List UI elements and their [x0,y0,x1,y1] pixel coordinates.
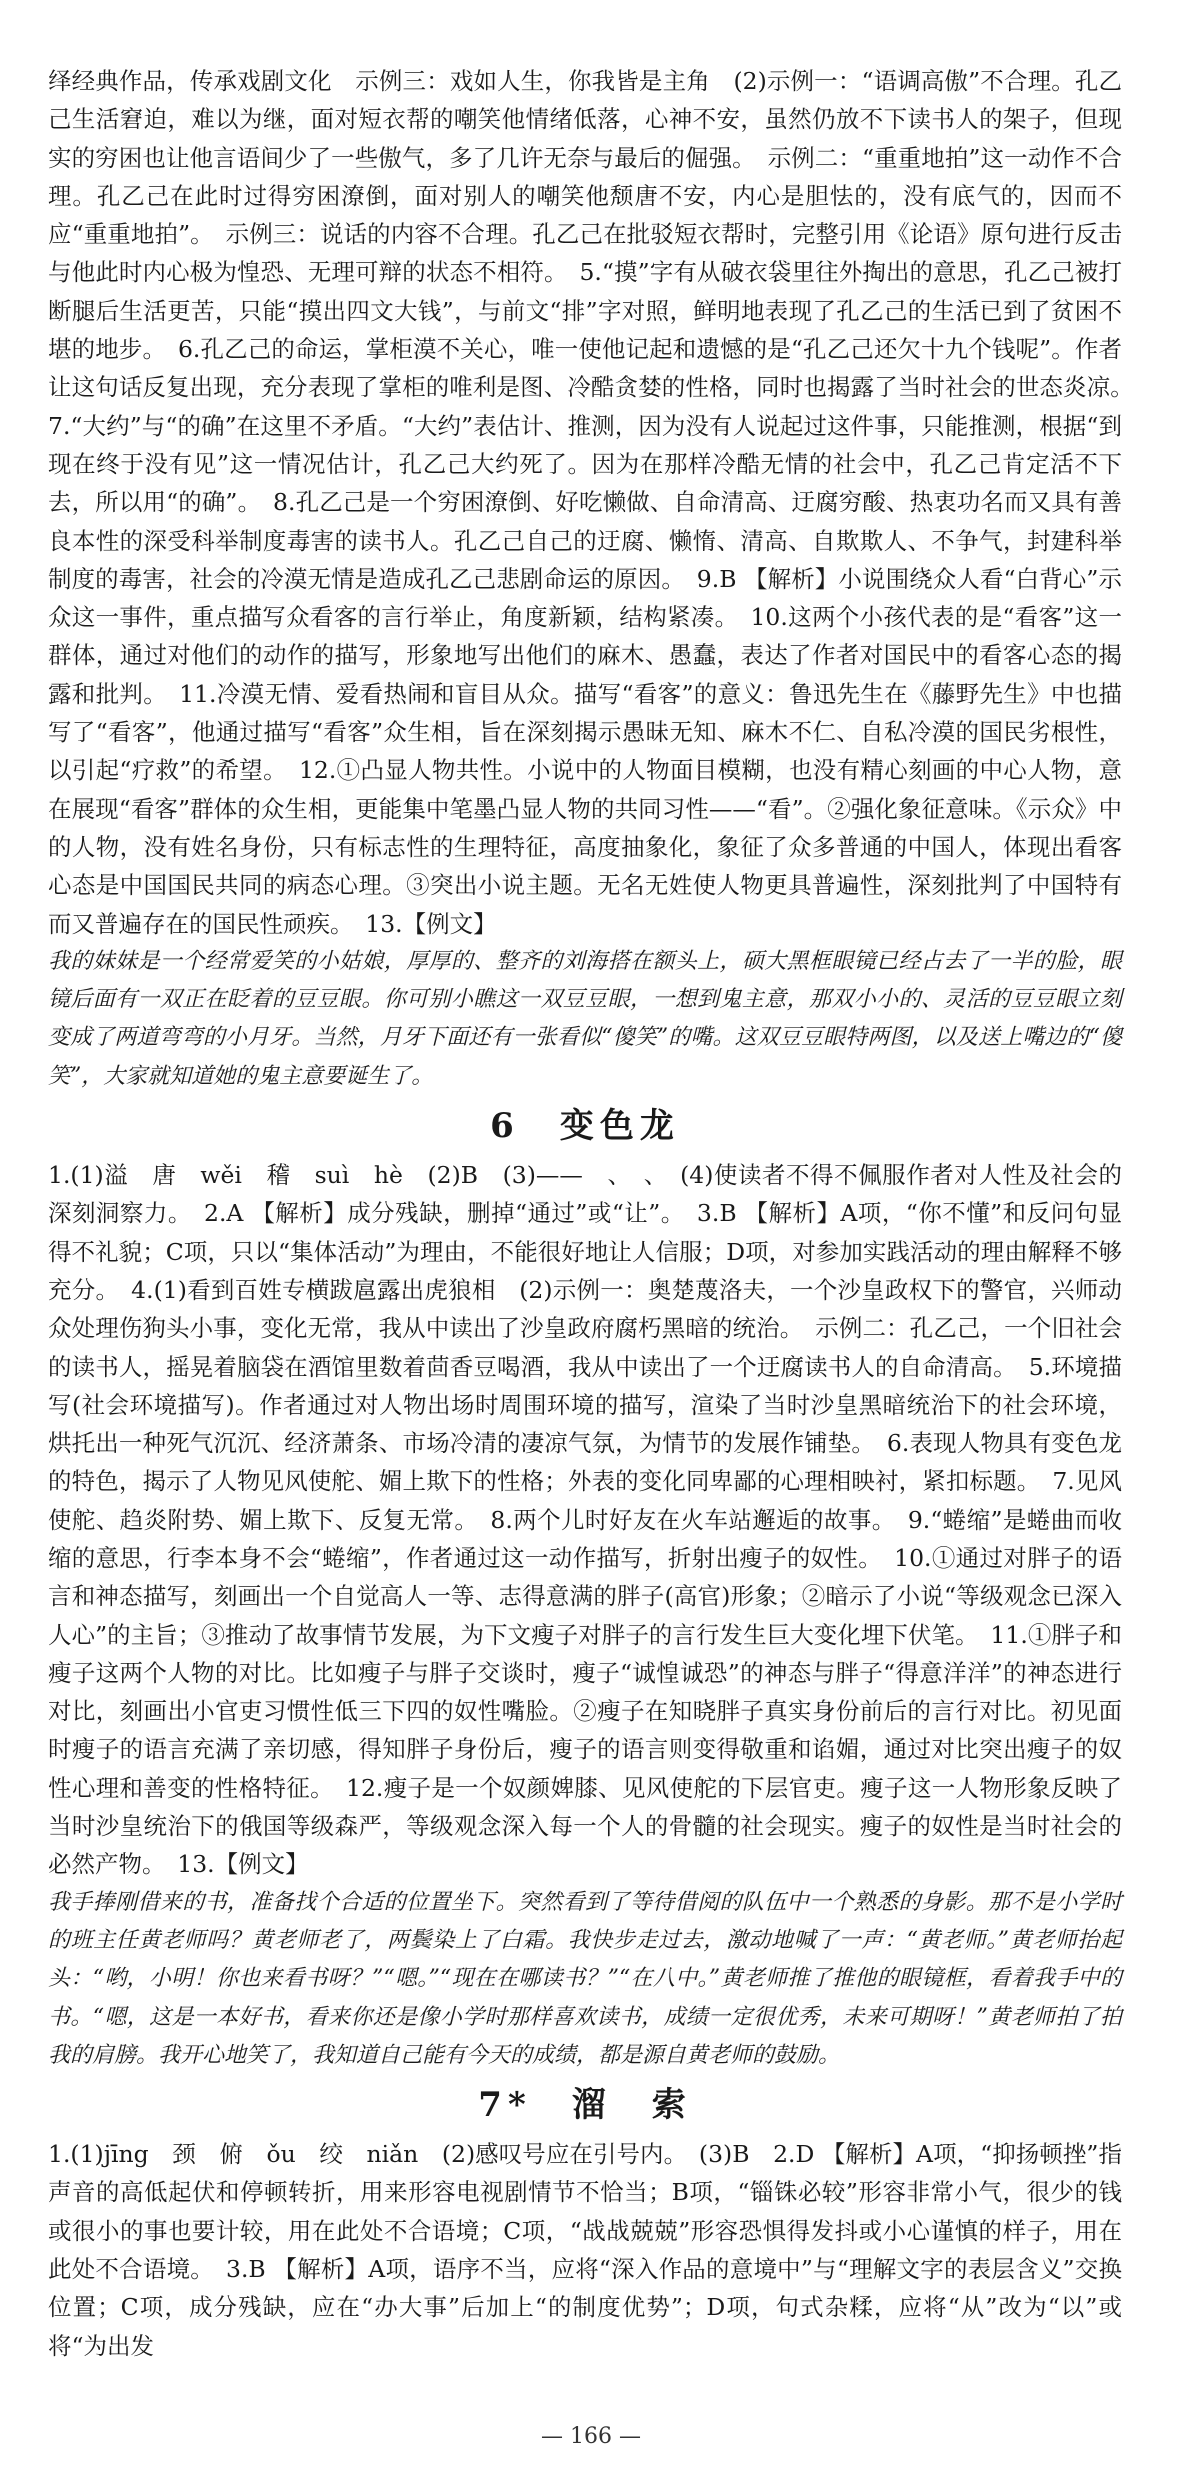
lesson-title-liusuo: 7* 溜 索 [478,2085,692,2126]
example-essay: 我手捧刚借来的书，准备找个合适的位置坐下。突然看到了等待借阅的队伍中一个熟悉的身影。那不是小学时的班主任黄老师吗？黄老师老了，两鬓染上了白霜。我快步走过去，激动地喊了一声：“黄老师。”黄老师抬起头：“哟，小明！你也来看书呀？”“嗯。”“现在在哪读书？”“在八中。”黄老师推了推他的眼镜框，看着我手中的书。“嗯，这是一本好书，看来你还是像小学时那样喜欢读书，成绩一定很优秀，未来可期呀！”黄老师拍了拍我的肩膀。我开心地笑了，我知道自己能有今天的成绩，都是源自黄老师的鼓励。 [48,1889,1122,2068]
answer-paragraph: 1.(1)jīng 颈 俯 ǒu 绞 niǎn (2)感叹号应在引号内。 (3)B 2.D 【解析】A项，“抑扬顿挫”指声音的高低起伏和停顿转折，用来形容电视剧情节不恰当；B项，“锱铢必较”形容非常小气，很少的钱或很小的事也要计较，用在此处不合语境；C项，“战战兢兢”形容恐惧得发抖或小心谨慎的样子，用在此处不合语境。 3.B 【解析】A项，语序不当，应将“深入作品的意境中”与“理解文字的表层含义”交换位置；C项，成分残缺，应在“办大事”后加上“的制度优势”；D项，句式杂糅，应将“从”改为“以”或将“为出发 [48,2140,1122,2360]
lesson-title-chameleon: 6 变色龙 [490,1106,680,1147]
section-liusuo-answers [48,2135,1122,2365]
answer-paragraph: 1.(1)溢 唐 wěi 稽 suì hè (2)B (3)—— 、 、 (4)使读者不得不佩服作者对人性及社会的深刻洞察力。 2.A 【解析】成分残缺，删掉“通过”或“让”。 3.B 【解析】A项，“你不懂”和反问句显得不礼貌；C项，只以“集体活动”为理由，不能很好地让人信服；D项，对参加实践活动的理由解释不够充分。 4.(1)看到百姓专横跋扈露出虎狼相 (2)示例一：奥楚蔑洛夫，一个沙皇政权下的警官，兴师动众处理伤狗头小事，变化无常，我从中读出了沙皇政府腐朽黑暗的统治。 示例二：孔乙己，一个旧社会的读书人，摇晃着脑袋在酒馆里数着茴香豆喝酒，我从中读出了一个迂腐读书人的自命清高。 5.环境描写(社会环境描写)。作者通过对人物出场时周围环境的描写，渲染了当时沙皇黑暗统治下的社会环境，烘托出一种死气沉沉、经济萧条、市场冷清的凄凉气氛，为情节的发展作铺垫。 6.表现人物具有变色龙的特色，揭示了人物见风使舵、媚上欺下的性格；外表的变化同卑鄙的心理相映衬，紧扣标题。 7.见风使舵、趋炎附势、媚上欺下、反复无常。 8.两个儿时好友在火车站邂逅的故事。 9.“蜷缩”是蜷曲而收缩的意思，行李本身不会“蜷缩”，作者通过这一动作描写，折射出瘦子的奴性。 10.①通过对胖子的语言和神态描写，刻画出一个自觉高人一等、志得意满的胖子(高官)形象；②暗示了小说“等级观念已深入人心”的主旨；③推动了故事情节发展，为下文瘦子对胖子的言行发生巨大变化埋下伏笔。 11.①胖子和瘦子这两个人物的对比。比如瘦子与胖子交谈时，瘦子“诚惶诚恐”的神态与胖子“得意洋洋”的神态进行对比，刻画出小官吏习惯性低三下四的奴性嘴脸。②瘦子在知晓胖子真实身份前后的言行对比。初见面时瘦子的语言充满了亲切感，得知胖子身份后，瘦子的语言则变得敬重和谄媚，通过对比突出瘦子的奴性心理和善变的性格特征。 12.瘦子是一个奴颜婢膝、见风使舵的下层官吏。瘦子这一人物形象反映了当时沙皇统治下的俄国等级森严，等级观念深入每一个人的骨髓的社会现实。瘦子的奴性是当时社会的必然产物。 13.【例文】 [48,1161,1122,1879]
page-number: — 166 — [541,2424,641,2449]
section-kongyiji-answers [48,62,1146,1096]
example-essay: 我的妹妹是一个经常爱笑的小姑娘，厚厚的、整齐的刘海搭在额头上，硕大黑框眼镜已经占去了一半的脸，眼镜后面有一双正在眨着的豆豆眼。你可别小瞧这一双豆豆眼，一想到鬼主意，那双小小的、灵活的豆豆眼立刻变成了两道弯弯的小月牙。当然，月牙下面还有一张看似“傻笑”的嘴。这双豆豆眼特两图，以及送上嘴边的“傻笑”，大家就知道她的鬼主意要诞生了。 [48,948,1122,1089]
section-chameleon-answers [48,1156,1122,2075]
answer-paragraph: 绎经典作品，传承戏剧文化 示例三：戏如人生，你我皆是主角 (2)示例一：“语调高傲”不合理。孔乙己生活窘迫，难以为继，面对短衣帮的嘲笑他情绪低落，心神不安，虽然仍放不下读书人的架子，但现实的穷困也让他言语间少了一些傲气，多了几许无奈与最后的倔强。 示例二：“重重地拍”这一动作不合理。孔乙己在此时过得穷困潦倒，面对别人的嘲笑他颓唐不安，内心是胆怯的，没有底气的，因而不应“重重地拍”。 示例三：说话的内容不合理。孔乙己在批驳短衣帮时，完整引用《论语》原句进行反击与他此时内心极为惶恐、无理可辩的状态不相符。 5.“摸”字有从破衣袋里往外掏出的意思，孔乙己被打断腿后生活更苦，只能“摸出四文大钱”，与前文“排”字对照，鲜明地表现了孔乙己的生活已到了贫困不堪的地步。 6.孔乙己的命运，掌柜漠不关心，唯一使他记起和遗憾的是“孔乙己还欠十九个钱呢”。作者让这句话反复出现，充分表现了掌柜的唯利是图、冷酷贪婪的性格，同时也揭露了当时社会的世态炎凉。 7.“大约”与“的确”在这里不矛盾。“大约”表估计、推测，因为没有人说起过这件事，只能推测，根据“到现在终于没有见”这一情况估计，孔乙己大约死了。因为在那样冷酷无情的社会中，孔乙己肯定活不下去，所以用“的确”。 8.孔乙己是一个穷困潦倒、好吃懒做、自命清高、迂腐穷酸、热衷功名而又具有善良本性的深受科举制度毒害的读书人。孔乙己自己的迂腐、懒惰、清高、自欺欺人、不争气，封建科举制度的毒害，社会的冷漠无情是造成孔乙己悲剧命运的原因。 9.B 【解析】小说围绕众人看“白背心”示众这一事件，重点描写众看客的言行举止，角度新颖，结构紧凑。 10.这两个小孩代表的是“看客”这一群体，通过对他们的动作的描写，形象地写出他们的麻木、愚蠢，表达了作者对国民中的看客心态的揭露和批判。 11.冷漠无情、爱看热闹和盲目从众。描写“看客”的意义：鲁迅先生在《藤野先生》中也描写了“看客”，他通过描写“看客”众生相，旨在深刻揭示愚昧无知、麻木不仁、自私冷漠的国民劣根性，以引起“疗救”的希望。 12.①凸显人物共性。小说中的人物面目模糊，也没有精心刻画的中心人物，意在展现“看客”群体的众生相，更能集中笔墨凸显人物的共同习性——“看”。②强化象征意味。《示众》中的人物，没有姓名身份，只有标志性的生理特征，高度抽象化，象征了众多普通的中国人，体现出看客心态是中国国民共同的病态心理。③突出小说主题。无名无姓使人物更具普遍性，深刻批判了中国特有而又普遍存在的国民性顽疾。 13.【例文】 [48,67,1146,938]
